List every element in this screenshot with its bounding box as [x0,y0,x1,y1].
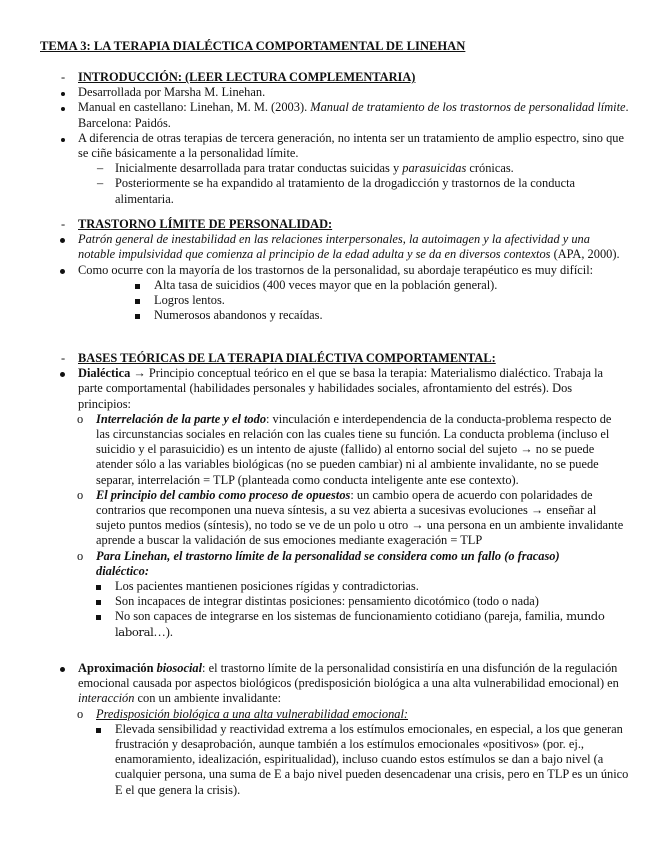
list-item-text: Para Linehan, el trastorno límite de la personalidad se considera como un fallo (o fracaso) dialéctico: [96,548,560,578]
sub-sub-list-item [0,594,655,609]
square-bullet-icon [135,284,140,289]
list-item [0,85,655,100]
bullet-icon [61,107,65,111]
section-heading: BASES TEÓRICAS DE LA TERAPIA DIALÉCTIVA COMPORTAMENTAL: [78,351,496,365]
circle-marker: o [77,487,84,502]
bullet-icon [60,269,65,274]
square-bullet-icon [96,728,101,733]
list-item-text: A diferencia de otras terapias de tercera generación, no intenta ser un tratamiento de amplio espectro, sino que se ciñe básicamente a la personalidad límite. [78,130,624,161]
section-bases-teoricas [0,351,655,640]
section-heading: TRASTORNO LÍMITE DE PERSONALIDAD: [78,217,333,231]
list-item-text: Dialéctica → Principio conceptual teórico en el que se basa la terapia: Materialismo dialéctico. Trabaja la parte comportamental (habilidades personales y habilidades sociales, afrontamiento del estrés). Dos principios: [78,366,604,411]
square-bullet-icon [135,314,140,319]
section-heading-row [0,217,655,232]
list-item [0,131,655,161]
list-item-text: Como ocurre con la mayoría de los trastornos de la personalidad, su abordaje terapéutico es muy difícil: [78,262,594,277]
list-item-text: Numerosos abandonos y recaídas. [154,308,323,323]
square-bullet-icon [96,585,101,590]
list-item-dialectica [0,366,655,412]
list-item-text: Patrón general de inestabilidad en las relaciones interpersonales, la autoimagen y la afectividad y una notable impulsividad que comienza al principio de la edad adulta y se da en diversos contextos (APA, 2000). [78,232,620,262]
list-item [0,232,655,262]
sub-sub-list-item [0,722,655,798]
dash-marker: - [61,351,66,365]
list-item [0,263,655,278]
list-item-text: Logros lentos. [154,293,225,308]
list-item-text: Inicialmente desarrollada para tratar conductas suicidas y parasuicidas crónicas. [115,161,514,176]
circle-marker: o [77,411,84,426]
sub-sub-list-item [0,609,655,639]
sub-list-item [0,308,655,323]
page-title: TEMA 3: LA TERAPIA DIALÉCTICA COMPORTAMENTAL DE LINEHAN [40,39,466,53]
list-item-text: No son capaces de integrarse en los sistemas de funcionamiento cotidiano (pareja, familia, mundo laboral…). [115,609,605,639]
bullet-icon [61,92,65,96]
list-item-text: El principio del cambio como proceso de opuestos: un cambio opera de acuerdo con polaridades de contrarios que recomponen una nueva síntesis, a su vez abierta a sucesivas evoluciones → enseñar al sujeto puntos medios (síntesis), no todo se ve de un polo u otro → una persona en un ambiente invalidante aprende a buscar la validación de sus emociones mediante exageración = TLP [96,487,624,548]
sub-list-item [0,161,655,176]
section-aproximacion-biosocial [0,661,655,798]
dash-marker: - [61,70,66,84]
list-item-text: Los pacientes mantienen posiciones rígidas y contradictorias. [115,579,419,594]
sub-list-item [0,488,655,549]
circle-marker: o [77,706,84,721]
arrow-right-icon: → [130,366,149,381]
sub-list-item [0,707,655,722]
bullet-icon [61,138,65,142]
square-bullet-icon [135,299,140,304]
sub-dash-marker: – [97,161,104,176]
dash-marker: - [61,217,66,231]
section-heading-row [0,70,655,85]
section-introduccion [0,70,655,207]
sub-list-item [0,293,655,308]
list-item-text: Son incapaces de integrar distintas posiciones: pensamiento dicotómico (todo o nada) [115,594,539,609]
sub-dash-marker: – [97,176,104,191]
section-trastorno-limite [0,217,655,323]
bullet-icon [60,667,65,672]
list-item-text: Predisposición biológica a una alta vulnerabilidad emocional: [96,706,409,721]
sub-sub-list-item [0,579,655,594]
list-item-text: Posteriormente se ha expandido al tratamiento de la drogadicción y trastornos de la conducta alimentaria. [115,176,576,206]
square-bullet-icon [96,615,101,620]
circle-marker: o [77,548,84,563]
list-item-text: Desarrollada por Marsha M. Linehan. [78,85,266,100]
sub-list-item [0,278,655,293]
sub-list-item [0,412,655,488]
list-item-text: Alta tasa de suicidios (400 veces mayor que en la población general). [154,277,498,292]
sub-list-item [0,549,655,579]
section-heading: INTRODUCCIÓN: (LEER LECTURA COMPLEMENTARIA) [78,70,416,84]
list-item-text: Interrelación de la parte y el todo: vinculación e interdependencia de la conducta-problema respecto de las circunstancias sociales en relación con las cuales tiene su función. La conducta problema (incluso el suicidio y el parasuicidio) es un intento de ajuste (fallido) al entorno social del sujeto → no se puede atender sólo a las variables biológicas (no se pueden cambiar) ni al ambiente invalidante, no se puede separar, interrelación = TLP (planteada como conducta inteligente ante ese contexto). [96,411,612,487]
list-item-text: Manual en castellano: Linehan, M. M. (2003). Manual de tratamiento de los trastornos de personalidad límite. Barcelona: Paidós. [78,100,629,130]
list-item [0,100,655,130]
sub-list-item [0,176,655,206]
section-heading-row [0,351,655,366]
square-bullet-icon [96,600,101,605]
bullet-icon [60,238,65,243]
bullet-icon [60,372,65,377]
list-item-biosocial [0,661,655,707]
list-item-text: Aproximación biosocial: el trastorno límite de la personalidad consistiría en una disfunción de la regulación emocional causada por aspectos biológicos (predisposición biológica a una alta vulnerabilidad emocional) en interacción con un ambiente invalidante: [78,661,619,706]
list-item-text: Elevada sensibilidad y reactividad extrema a los estímulos emocionales, en especial, a los que generan frustración y desaprobación, aunque también a los estímulos emocionales «positivos» (por. ej., enamoramiento, idealización, espiritualidad), incluso cuando estos estímulos se dan a bajo nivel (a cualquier persona, una suma de E a bajo nivel pueden desencadenar una crisis, pero en TLP es un único E el que genera la crisis). [115,721,629,797]
